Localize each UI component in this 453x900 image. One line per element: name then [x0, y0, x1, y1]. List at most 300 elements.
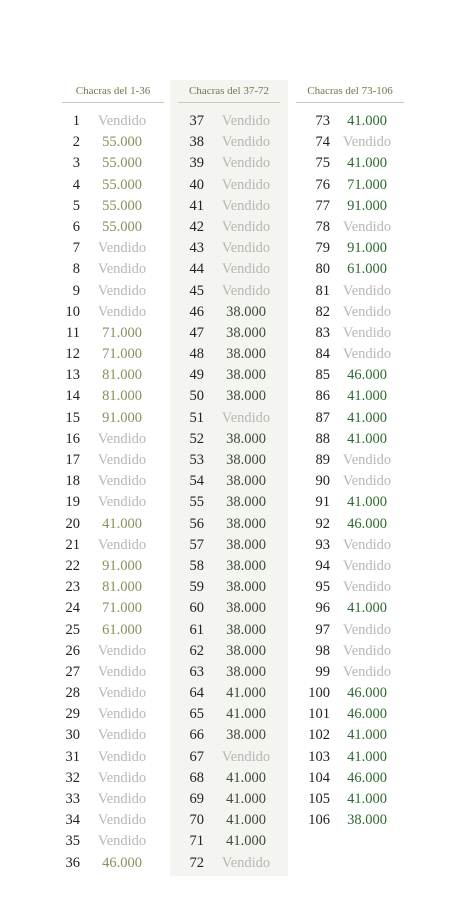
lot-number: 81	[315, 282, 330, 299]
lot-row	[296, 471, 404, 492]
lot-status-sold: Vendido	[342, 282, 392, 299]
lot-status-sold: Vendido	[342, 473, 392, 490]
lot-number: 68	[189, 769, 204, 786]
lot-price: 41.000	[347, 600, 387, 617]
lot-status-sold: Vendido	[97, 473, 147, 490]
lot-row	[296, 641, 404, 662]
lot-number: 106	[308, 812, 330, 829]
lot-status-sold: Vendido	[221, 240, 271, 257]
lot-price: 41.000	[347, 494, 387, 511]
lots-list	[62, 111, 164, 874]
lot-row	[296, 683, 404, 704]
lot-number: 18	[65, 473, 80, 490]
lot-status-sold: Vendido	[221, 218, 271, 235]
lot-row	[296, 323, 404, 344]
lot-status-sold: Vendido	[221, 176, 271, 193]
lot-row	[62, 259, 164, 280]
lot-row	[170, 386, 288, 407]
lot-status-sold: Vendido	[97, 240, 147, 257]
lot-status-sold: Vendido	[97, 663, 147, 680]
lot-price: 71.000	[102, 346, 142, 363]
lot-row	[62, 577, 164, 598]
lot-number: 95	[315, 579, 330, 596]
lot-number: 3	[72, 155, 80, 172]
lot-price: 38.000	[226, 579, 266, 596]
lot-row	[296, 810, 404, 831]
lot-row	[170, 831, 288, 852]
lot-number: 33	[65, 791, 80, 807]
lot-row	[296, 408, 404, 429]
lot-number: 90	[315, 473, 330, 490]
lot-price: 41.000	[102, 515, 142, 532]
lot-status-sold: Vendido	[221, 854, 271, 871]
lot-row	[62, 789, 164, 810]
lot-number: 42	[189, 218, 204, 235]
lot-number: 43	[189, 240, 204, 257]
lot-number: 80	[315, 261, 330, 278]
lot-number: 16	[65, 430, 80, 447]
lot-row	[170, 175, 288, 196]
lots-list	[296, 111, 404, 831]
lot-price: 38.000	[226, 473, 266, 490]
lot-number: 10	[65, 303, 80, 320]
lot-row	[296, 662, 404, 683]
lot-row	[170, 302, 288, 323]
lot-price: 55.000	[102, 134, 142, 151]
lot-row	[296, 556, 404, 577]
lot-row	[170, 217, 288, 238]
lot-number: 71	[189, 833, 204, 850]
lot-number: 91	[315, 494, 330, 511]
lot-price: 71.000	[102, 324, 142, 341]
lot-status-sold: Vendido	[342, 452, 392, 468]
lot-row	[296, 725, 404, 746]
lot-price: 38.000	[226, 367, 266, 384]
lot-status-sold: Vendido	[342, 621, 392, 638]
lot-row	[296, 365, 404, 386]
lot-number: 94	[315, 557, 330, 574]
lot-number: 98	[315, 642, 330, 659]
lot-number: 78	[315, 218, 330, 235]
lot-price: 71.000	[347, 176, 387, 193]
lot-status-sold: Vendido	[97, 282, 147, 299]
lot-number: 12	[65, 346, 80, 363]
lot-status-sold: Vendido	[97, 430, 147, 447]
lot-number: 37	[189, 113, 204, 129]
lot-number: 27	[65, 663, 80, 680]
lot-row	[62, 831, 164, 852]
lot-row	[62, 217, 164, 238]
lots-list	[170, 111, 288, 874]
lot-status-sold: Vendido	[97, 536, 147, 553]
lot-row	[62, 196, 164, 217]
lot-number: 93	[315, 536, 330, 553]
lot-number: 62	[189, 642, 204, 659]
lot-price: 38.000	[347, 812, 387, 829]
lot-price: 41.000	[226, 812, 266, 829]
lot-row	[170, 132, 288, 153]
lot-price: 81.000	[102, 367, 142, 384]
lot-number: 29	[65, 706, 80, 723]
lot-number: 34	[65, 812, 80, 829]
lot-number: 41	[189, 197, 204, 214]
lot-price: 41.000	[347, 155, 387, 172]
lot-row	[296, 302, 404, 323]
lot-row	[62, 429, 164, 450]
lot-number: 24	[65, 600, 80, 617]
lot-number: 63	[189, 663, 204, 680]
lot-number: 75	[315, 155, 330, 172]
lot-row	[170, 365, 288, 386]
lot-status-sold: Vendido	[342, 663, 392, 680]
lot-status-sold: Vendido	[221, 134, 271, 151]
lot-price: 41.000	[226, 833, 266, 850]
lot-number: 88	[315, 430, 330, 447]
lot-number: 59	[189, 579, 204, 596]
lot-number: 15	[65, 409, 80, 426]
lot-number: 54	[189, 473, 204, 490]
lot-number: 21	[65, 536, 80, 553]
lot-row	[170, 153, 288, 174]
lot-number: 44	[189, 261, 204, 278]
lot-number: 102	[308, 727, 330, 744]
lot-status-sold: Vendido	[221, 261, 271, 278]
lot-status-sold: Vendido	[221, 197, 271, 214]
lot-number: 77	[315, 197, 330, 214]
lot-price: 41.000	[347, 430, 387, 447]
lot-row	[296, 620, 404, 641]
lot-status-sold: Vendido	[97, 642, 147, 659]
lot-price: 91.000	[347, 197, 387, 214]
lot-price: 38.000	[226, 303, 266, 320]
lot-row	[296, 492, 404, 513]
lot-row	[62, 153, 164, 174]
lot-number: 60	[189, 600, 204, 617]
lot-number: 39	[189, 155, 204, 172]
lot-row	[296, 111, 404, 132]
lot-row	[62, 111, 164, 132]
lot-number: 101	[308, 706, 330, 723]
lot-row	[170, 810, 288, 831]
lot-row	[170, 747, 288, 768]
lot-number: 4	[72, 176, 80, 193]
lot-row	[170, 259, 288, 280]
lot-row	[170, 556, 288, 577]
lot-number: 99	[315, 663, 330, 680]
lot-status-sold: Vendido	[97, 812, 147, 829]
lot-row	[170, 577, 288, 598]
lot-number: 23	[65, 579, 80, 596]
lot-row	[170, 768, 288, 789]
lot-row	[296, 238, 404, 259]
lot-row	[170, 196, 288, 217]
lot-number: 51	[189, 409, 204, 426]
lot-row	[62, 514, 164, 535]
lot-number: 53	[189, 452, 204, 468]
lot-row	[170, 238, 288, 259]
lot-number: 26	[65, 642, 80, 659]
lot-price: 38.000	[226, 430, 266, 447]
lot-row	[62, 323, 164, 344]
lot-number: 14	[65, 388, 80, 405]
lot-status-sold: Vendido	[97, 303, 147, 320]
lot-number: 22	[65, 557, 80, 574]
lot-row	[296, 535, 404, 556]
lot-number: 76	[315, 176, 330, 193]
lot-number: 32	[65, 769, 80, 786]
lot-number: 100	[308, 685, 330, 702]
lot-number: 48	[189, 346, 204, 363]
lot-row	[170, 789, 288, 810]
lot-row	[296, 281, 404, 302]
lot-row	[170, 853, 288, 874]
lot-row	[170, 429, 288, 450]
lot-number: 58	[189, 557, 204, 574]
lot-status-sold: Vendido	[97, 261, 147, 278]
lot-row	[170, 598, 288, 619]
lot-number: 13	[65, 367, 80, 384]
lot-number: 7	[72, 240, 80, 257]
lot-row	[62, 471, 164, 492]
lot-status-sold: Vendido	[97, 727, 147, 744]
lot-row	[296, 175, 404, 196]
lot-number: 103	[308, 748, 330, 765]
lot-row	[170, 662, 288, 683]
lot-number: 45	[189, 282, 204, 299]
lot-status-sold: Vendido	[342, 218, 392, 235]
lot-number: 31	[65, 748, 80, 765]
lot-row	[296, 514, 404, 535]
lot-number: 55	[189, 494, 204, 511]
lot-price: 81.000	[102, 579, 142, 596]
lot-row	[62, 556, 164, 577]
lot-row	[296, 386, 404, 407]
lot-row	[62, 408, 164, 429]
lot-status-sold: Vendido	[221, 748, 271, 765]
lot-price: 46.000	[347, 769, 387, 786]
lot-price: 55.000	[102, 218, 142, 235]
lot-number: 65	[189, 706, 204, 723]
lot-row	[296, 153, 404, 174]
lot-row	[170, 471, 288, 492]
lot-price: 38.000	[226, 557, 266, 574]
lot-status-sold: Vendido	[97, 452, 147, 468]
lot-number: 17	[65, 452, 80, 468]
lot-number: 6	[72, 218, 80, 235]
lot-price: 38.000	[226, 621, 266, 638]
lot-row	[62, 725, 164, 746]
lot-number: 25	[65, 621, 80, 638]
lot-price: 38.000	[226, 642, 266, 659]
lot-number: 8	[72, 261, 80, 278]
lot-row	[62, 747, 164, 768]
lot-number: 57	[189, 536, 204, 553]
lot-row	[170, 620, 288, 641]
lot-price: 38.000	[226, 515, 266, 532]
lot-status-sold: Vendido	[221, 155, 271, 172]
lot-number: 56	[189, 515, 204, 532]
lot-row	[62, 768, 164, 789]
lot-number: 38	[189, 134, 204, 151]
lot-number: 20	[65, 515, 80, 532]
lot-status-sold: Vendido	[221, 282, 271, 299]
lot-row	[62, 535, 164, 556]
lot-status-sold: Vendido	[97, 769, 147, 786]
lot-number: 82	[315, 303, 330, 320]
lot-number: 2	[72, 134, 80, 151]
lot-row	[170, 704, 288, 725]
lot-number: 30	[65, 727, 80, 744]
lot-number: 64	[189, 685, 204, 702]
lot-number: 79	[315, 240, 330, 257]
lot-row	[170, 683, 288, 704]
lot-status-sold: Vendido	[97, 748, 147, 765]
lot-price: 46.000	[347, 515, 387, 532]
lot-row	[62, 386, 164, 407]
lot-number: 36	[65, 854, 80, 871]
lot-number: 84	[315, 346, 330, 363]
lot-row	[62, 344, 164, 365]
lot-number: 70	[189, 812, 204, 829]
lot-price: 41.000	[347, 748, 387, 765]
lot-price: 38.000	[226, 346, 266, 363]
lot-number: 49	[189, 367, 204, 384]
lot-number: 74	[315, 134, 330, 151]
lot-row	[296, 704, 404, 725]
lot-row	[62, 365, 164, 386]
lot-status-sold: Vendido	[342, 642, 392, 659]
lot-row	[62, 302, 164, 323]
lot-price: 41.000	[347, 727, 387, 744]
lot-row	[62, 662, 164, 683]
lot-status-sold: Vendido	[342, 134, 392, 151]
lot-price: 41.000	[347, 113, 387, 129]
lot-row	[296, 789, 404, 810]
lot-row	[170, 344, 288, 365]
lot-status-sold: Vendido	[221, 409, 271, 426]
lot-number: 73	[315, 113, 330, 129]
column-header: Chacras del 1-36	[62, 80, 164, 103]
lot-number: 85	[315, 367, 330, 384]
lot-price: 38.000	[226, 727, 266, 744]
lot-status-sold: Vendido	[342, 303, 392, 320]
lot-number: 104	[308, 769, 330, 786]
lot-price: 38.000	[226, 324, 266, 341]
lot-row	[296, 450, 404, 471]
lot-number: 72	[189, 854, 204, 871]
lot-row	[62, 281, 164, 302]
column-header: Chacras del 37-72	[178, 80, 280, 103]
lot-number: 5	[72, 197, 80, 214]
lot-status-sold: Vendido	[342, 346, 392, 363]
lot-number: 83	[315, 324, 330, 341]
lot-row	[62, 238, 164, 259]
lot-row	[62, 683, 164, 704]
lot-price: 46.000	[102, 854, 142, 871]
lot-number: 67	[189, 748, 204, 765]
lot-row	[296, 196, 404, 217]
lot-price: 46.000	[347, 367, 387, 384]
lot-price: 46.000	[347, 706, 387, 723]
lot-status-sold: Vendido	[97, 113, 147, 129]
lot-price: 41.000	[226, 769, 266, 786]
lot-row	[170, 641, 288, 662]
lot-number: 105	[308, 791, 330, 807]
lot-row	[296, 132, 404, 153]
lot-number: 89	[315, 452, 330, 468]
lot-number: 40	[189, 176, 204, 193]
lot-row	[296, 577, 404, 598]
lot-row	[62, 450, 164, 471]
lot-row	[296, 768, 404, 789]
lot-row	[170, 725, 288, 746]
lots-column-1-36	[62, 80, 164, 874]
lot-row	[170, 450, 288, 471]
lot-price: 41.000	[226, 706, 266, 723]
lot-number: 52	[189, 430, 204, 447]
lot-row	[62, 598, 164, 619]
lot-price: 38.000	[226, 388, 266, 405]
lot-price: 55.000	[102, 155, 142, 172]
lot-number: 46	[189, 303, 204, 320]
lot-row	[62, 175, 164, 196]
lot-number: 66	[189, 727, 204, 744]
lot-row	[62, 853, 164, 874]
lot-status-sold: Vendido	[342, 579, 392, 596]
lot-row	[296, 217, 404, 238]
lot-row	[62, 620, 164, 641]
lot-number: 61	[189, 621, 204, 638]
lot-row	[62, 641, 164, 662]
lot-number: 9	[72, 282, 80, 299]
lot-row	[296, 747, 404, 768]
lot-price: 91.000	[102, 409, 142, 426]
lot-number: 92	[315, 515, 330, 532]
lot-number: 1	[72, 113, 80, 129]
lot-price: 55.000	[102, 197, 142, 214]
lot-row	[296, 429, 404, 450]
lot-number: 47	[189, 324, 204, 341]
lot-number: 69	[189, 791, 204, 807]
lot-status-sold: Vendido	[342, 324, 392, 341]
lot-row	[170, 535, 288, 556]
lot-price: 71.000	[102, 600, 142, 617]
lot-number: 11	[66, 324, 80, 341]
lot-status-sold: Vendido	[97, 685, 147, 702]
lot-status-sold: Vendido	[97, 791, 147, 807]
lot-price: 38.000	[226, 600, 266, 617]
lot-number: 19	[65, 494, 80, 511]
lot-row	[170, 408, 288, 429]
lot-row	[170, 281, 288, 302]
lots-column-73-106	[296, 80, 404, 831]
lot-price: 81.000	[102, 388, 142, 405]
lot-row	[62, 492, 164, 513]
lot-row	[170, 323, 288, 344]
lot-number: 50	[189, 388, 204, 405]
lot-price: 91.000	[102, 557, 142, 574]
lot-status-sold: Vendido	[97, 833, 147, 850]
lot-price: 91.000	[347, 240, 387, 257]
lot-number: 87	[315, 409, 330, 426]
lot-price: 41.000	[347, 791, 387, 807]
lot-price: 38.000	[226, 536, 266, 553]
lot-row	[62, 704, 164, 725]
lot-price: 55.000	[102, 176, 142, 193]
lot-row	[296, 259, 404, 280]
lot-number: 97	[315, 621, 330, 638]
lot-price: 61.000	[347, 261, 387, 278]
